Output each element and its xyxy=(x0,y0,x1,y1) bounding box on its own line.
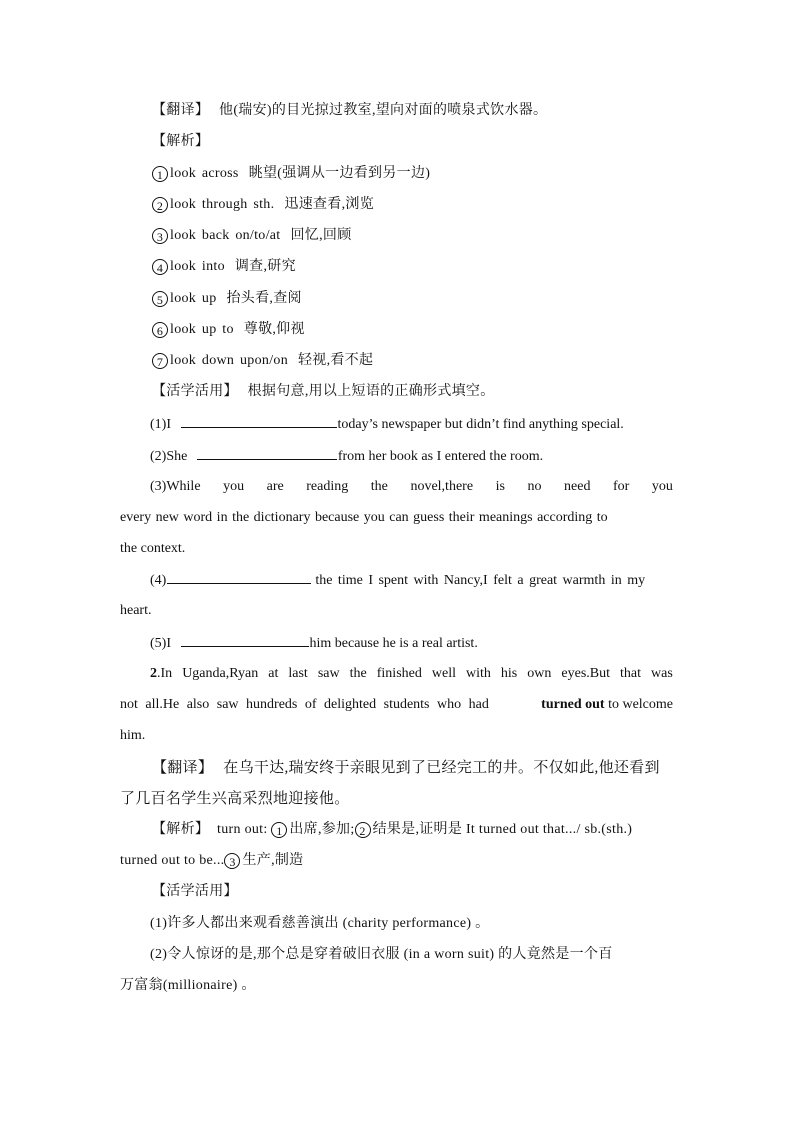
key-phrase-turned-out: turned out xyxy=(541,697,605,712)
phrase-meaning: 尊敬,仰视 xyxy=(243,322,305,337)
analysis-heading xyxy=(0,130,794,154)
question-1-text: today’s newspaper but didn’t find anything special. xyxy=(337,417,624,432)
passage-number: 2 xyxy=(150,666,157,681)
passage-start xyxy=(150,662,172,686)
phrase-item xyxy=(0,193,794,217)
translation-2-line-2 xyxy=(0,787,794,811)
question-4-number: (4) xyxy=(150,573,167,588)
question-3-word: novel,there xyxy=(410,479,474,494)
analysis-2-meaning-2: 结果是,证明是 It turned out that.../ sb.(sth.) xyxy=(372,822,633,837)
phrase-item xyxy=(0,162,794,186)
question-3-word: no xyxy=(527,479,542,494)
question-3-text-3: the context. xyxy=(120,541,186,556)
practice-2-label: 【活学活用】 xyxy=(152,884,238,899)
question-3-line-1 xyxy=(0,475,794,499)
analysis-2-meaning-1: 出席,参加; xyxy=(289,822,355,837)
question-3-word: for xyxy=(613,479,630,494)
question-3-line-2 xyxy=(0,506,794,530)
question-3-word: are xyxy=(266,479,284,494)
practice-label: 【活学活用】 xyxy=(152,384,238,399)
translation-2-label: 【翻译】 xyxy=(152,760,214,776)
question-3-word: reading xyxy=(306,479,349,494)
circled-number: 4 xyxy=(152,259,168,275)
phrase-item xyxy=(0,349,794,373)
question-3-word: the xyxy=(370,479,388,494)
passage-word: Uganda,Ryan xyxy=(182,666,259,681)
answer-blank-1[interactable] xyxy=(181,412,337,428)
passage-word: finished xyxy=(376,666,422,681)
phrase-item xyxy=(0,318,794,342)
circled-number: 3 xyxy=(152,228,168,244)
analysis-2-label: 【解析】 xyxy=(152,822,210,837)
circled-number: 2 xyxy=(152,197,168,213)
question-1-number: (1)I xyxy=(150,417,171,432)
question-4 xyxy=(0,568,794,592)
phrase-text: look through sth. xyxy=(170,197,275,212)
exercise-1 xyxy=(0,912,794,936)
exercise-1-text: (1)许多人都出来观看慈善演出 (charity performance) 。 xyxy=(150,916,490,931)
exercise-2-text-2: 万富翁(millionaire) 。 xyxy=(120,978,256,993)
passage-text-2b: to welcome xyxy=(608,697,673,712)
passage-text-2: not all.He also saw hundreds of delighted students who had xyxy=(120,697,489,712)
question-3-word: need xyxy=(564,479,591,494)
passage-line-1 xyxy=(0,662,794,686)
phrase-meaning: 抬头看,查阅 xyxy=(226,291,302,306)
question-3-word: you xyxy=(223,479,245,494)
answer-blank-2[interactable] xyxy=(197,444,337,460)
question-2-text: from her book as I entered the room. xyxy=(337,449,544,464)
practice-instruction: 根据句意,用以上短语的正确形式填空。 xyxy=(247,384,495,399)
analysis-2-phrase: turn out: xyxy=(217,822,268,837)
translation-line xyxy=(0,99,794,123)
analysis-label: 【解析】 xyxy=(152,134,210,149)
answer-blank-4[interactable] xyxy=(167,568,311,584)
phrase-item xyxy=(0,224,794,248)
circled-number: 5 xyxy=(152,291,168,307)
question-4-line-2 xyxy=(0,599,794,623)
question-5-number: (5)I xyxy=(150,636,171,651)
analysis-2-text-2: turned out to be... xyxy=(120,853,225,868)
passage-line-3 xyxy=(0,724,794,748)
phrase-meaning: 眺望(强调从一边看到另一边) xyxy=(248,166,431,181)
phrase-text: look up to xyxy=(170,322,234,337)
phrase-text: look back on/to/at xyxy=(170,228,281,243)
phrase-meaning: 调查,研究 xyxy=(234,259,296,274)
phrase-text: look into xyxy=(170,259,225,274)
circled-number: 6 xyxy=(152,322,168,338)
passage-word: own xyxy=(527,666,552,681)
exercise-2-line-2 xyxy=(0,974,794,998)
passage-word: his xyxy=(500,666,518,681)
analysis-2-meaning-3: 生产,制造 xyxy=(242,853,304,868)
question-2-number: (2)She xyxy=(150,449,188,464)
answer-blank-5[interactable] xyxy=(181,631,309,647)
circled-number-1: 1 xyxy=(271,822,287,838)
phrase-text: look across xyxy=(170,166,239,181)
phrase-item xyxy=(0,287,794,311)
circled-number: 1 xyxy=(152,166,168,182)
passage-line-2 xyxy=(0,693,794,717)
translation-2-text-1: 在乌干达,瑞安终于亲眼见到了已经完工的井。不仅如此,他还看到 xyxy=(223,760,660,776)
passage-text-3: him. xyxy=(120,728,146,743)
question-1 xyxy=(0,412,794,436)
question-3-line-3 xyxy=(0,537,794,561)
translation-2-text-2: 了几百名学生兴高采烈地迎接他。 xyxy=(120,791,350,807)
question-4-text: the time I spent with Nancy,I felt a great warmth in my xyxy=(315,573,646,588)
practice-2-heading xyxy=(0,880,794,904)
passage-word: saw xyxy=(317,666,340,681)
question-3-word: (3)While xyxy=(150,479,201,494)
analysis-2-line-2 xyxy=(0,849,794,873)
circled-number-2: 2 xyxy=(355,822,371,838)
passage-word: the xyxy=(349,666,367,681)
exercise-2-text-1: (2)令人惊讶的是,那个总是穿着破旧衣服 (in a worn suit) 的人竟然是一个百 xyxy=(150,947,613,962)
question-3-word: you xyxy=(651,479,673,494)
analysis-2-line-1 xyxy=(0,818,794,842)
question-2 xyxy=(0,444,794,468)
passage-word: .In xyxy=(157,666,173,681)
passage-word: was xyxy=(651,666,673,681)
passage-word: with xyxy=(466,666,491,681)
question-4-text-2: heart. xyxy=(120,603,152,618)
question-5 xyxy=(0,631,794,655)
translation-label: 【翻译】 xyxy=(152,103,210,118)
translation-2-line-1 xyxy=(0,756,794,780)
circled-number-3: 3 xyxy=(224,853,240,869)
passage-word: that xyxy=(620,666,642,681)
circled-number: 7 xyxy=(152,353,168,369)
phrase-text: look up xyxy=(170,291,217,306)
phrase-meaning: 轻视,看不起 xyxy=(298,353,374,368)
phrase-meaning: 迅速查看,浏览 xyxy=(284,197,374,212)
passage-word: eyes.But xyxy=(561,666,611,681)
practice-heading xyxy=(0,380,794,404)
question-3-text-2: every new word in the dictionary because you can guess their meanings according to xyxy=(120,510,608,525)
phrase-text: look down upon/on xyxy=(170,353,288,368)
passage-word: at xyxy=(268,666,279,681)
passage-word: well xyxy=(431,666,456,681)
question-5-text: him because he is a real artist. xyxy=(309,636,478,651)
passage-word: last xyxy=(288,666,308,681)
phrase-item xyxy=(0,255,794,279)
question-3-word: is xyxy=(495,479,505,494)
exercise-2-line-1 xyxy=(0,943,794,967)
translation-text: 他(瑞安)的目光掠过教室,望向对面的喷泉式饮水器。 xyxy=(219,103,548,118)
phrase-meaning: 回忆,回顾 xyxy=(290,228,352,243)
